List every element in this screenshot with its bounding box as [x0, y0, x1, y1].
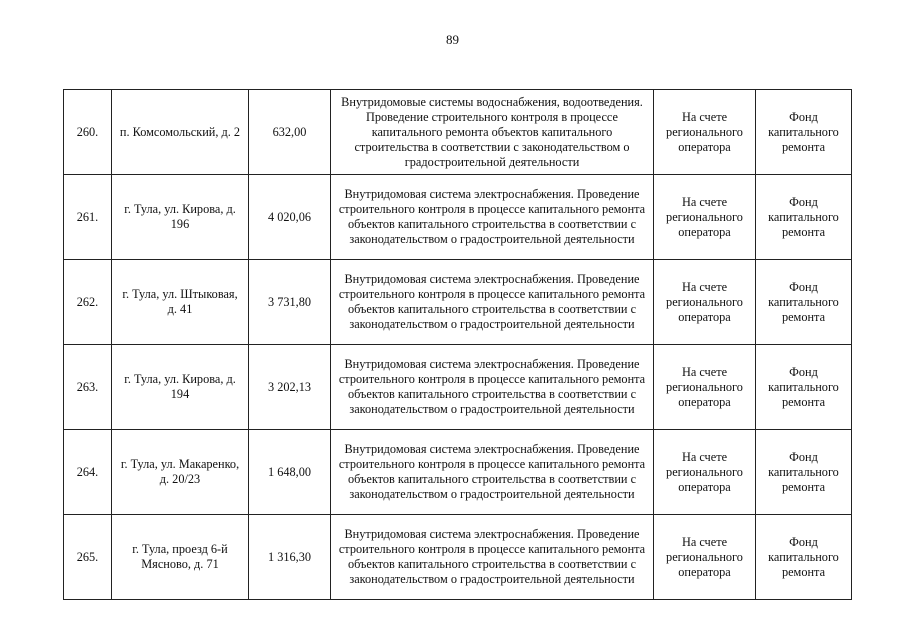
amount-cell: 1 316,30: [249, 515, 331, 600]
description-cell: Внутридомовая система электроснабжения. Проведение строительного контроля в процессе капитального ремонта объектов капитального строительства в соответствии с законодательством о градостроительной деятельности: [331, 260, 654, 345]
address-cell: г. Тула, ул. Макаренко, д. 20/23: [112, 430, 249, 515]
funding-source-cell: Фонд капитального ремонта: [756, 345, 852, 430]
address-cell: п. Комсомольский, д. 2: [112, 90, 249, 175]
description-cell: Внутридомовые системы водоснабжения, водоотведения. Проведение строительного контроля в процессе капитального ремонта объектов капитального строительства в соответствии с законодательством о градостроительной деятельности: [331, 90, 654, 175]
row-number-cell: 262.: [64, 260, 112, 345]
account-cell: На счете регионального оператора: [654, 90, 756, 175]
address-cell: г. Тула, ул. Кирова, д. 194: [112, 345, 249, 430]
description-cell: Внутридомовая система электроснабжения. Проведение строительного контроля в процессе капитального ремонта объектов капитального строительства в соответствии с законодательством о градостроительной деятельности: [331, 345, 654, 430]
row-number-cell: 263.: [64, 345, 112, 430]
table-row: [64, 175, 852, 260]
funding-source-cell: Фонд капитального ремонта: [756, 515, 852, 600]
account-cell: На счете регионального оператора: [654, 260, 756, 345]
amount-cell: 1 648,00: [249, 430, 331, 515]
address-cell: г. Тула, ул. Кирова, д. 196: [112, 175, 249, 260]
account-cell: На счете регионального оператора: [654, 175, 756, 260]
description-cell: Внутридомовая система электроснабжения. Проведение строительного контроля в процессе капитального ремонта объектов капитального строительства в соответствии с законодательством о градостроительной деятельности: [331, 175, 654, 260]
account-cell: На счете регионального оператора: [654, 345, 756, 430]
funding-source-cell: Фонд капитального ремонта: [756, 175, 852, 260]
row-number-cell: 260.: [64, 90, 112, 175]
description-cell: Внутридомовая система электроснабжения. Проведение строительного контроля в процессе капитального ремонта объектов капитального строительства в соответствии с законодательством о градостроительной деятельности: [331, 430, 654, 515]
account-cell: На счете регионального оператора: [654, 515, 756, 600]
amount-cell: 632,00: [249, 90, 331, 175]
funding-source-cell: Фонд капитального ремонта: [756, 430, 852, 515]
row-number-cell: 265.: [64, 515, 112, 600]
amount-cell: 3 731,80: [249, 260, 331, 345]
address-cell: г. Тула, проезд 6-й Мясново, д. 71: [112, 515, 249, 600]
table-row: [64, 430, 852, 515]
address-cell: г. Тула, ул. Штыковая, д. 41: [112, 260, 249, 345]
page-number: 89: [446, 32, 459, 47]
table-row: [64, 90, 852, 175]
amount-cell: 3 202,13: [249, 345, 331, 430]
account-cell: На счете регионального оператора: [654, 430, 756, 515]
funding-source-cell: Фонд капитального ремонта: [756, 260, 852, 345]
table-row: [64, 260, 852, 345]
table-row: [64, 345, 852, 430]
row-number-cell: 261.: [64, 175, 112, 260]
funding-source-cell: Фонд капитального ремонта: [756, 90, 852, 175]
amount-cell: 4 020,06: [249, 175, 331, 260]
works-table: [63, 89, 852, 600]
row-number-cell: 264.: [64, 430, 112, 515]
table-row: [64, 515, 852, 600]
description-cell: Внутридомовая система электроснабжения. Проведение строительного контроля в процессе капитального ремонта объектов капитального строительства в соответствии с законодательством о градостроительной деятельности: [331, 515, 654, 600]
